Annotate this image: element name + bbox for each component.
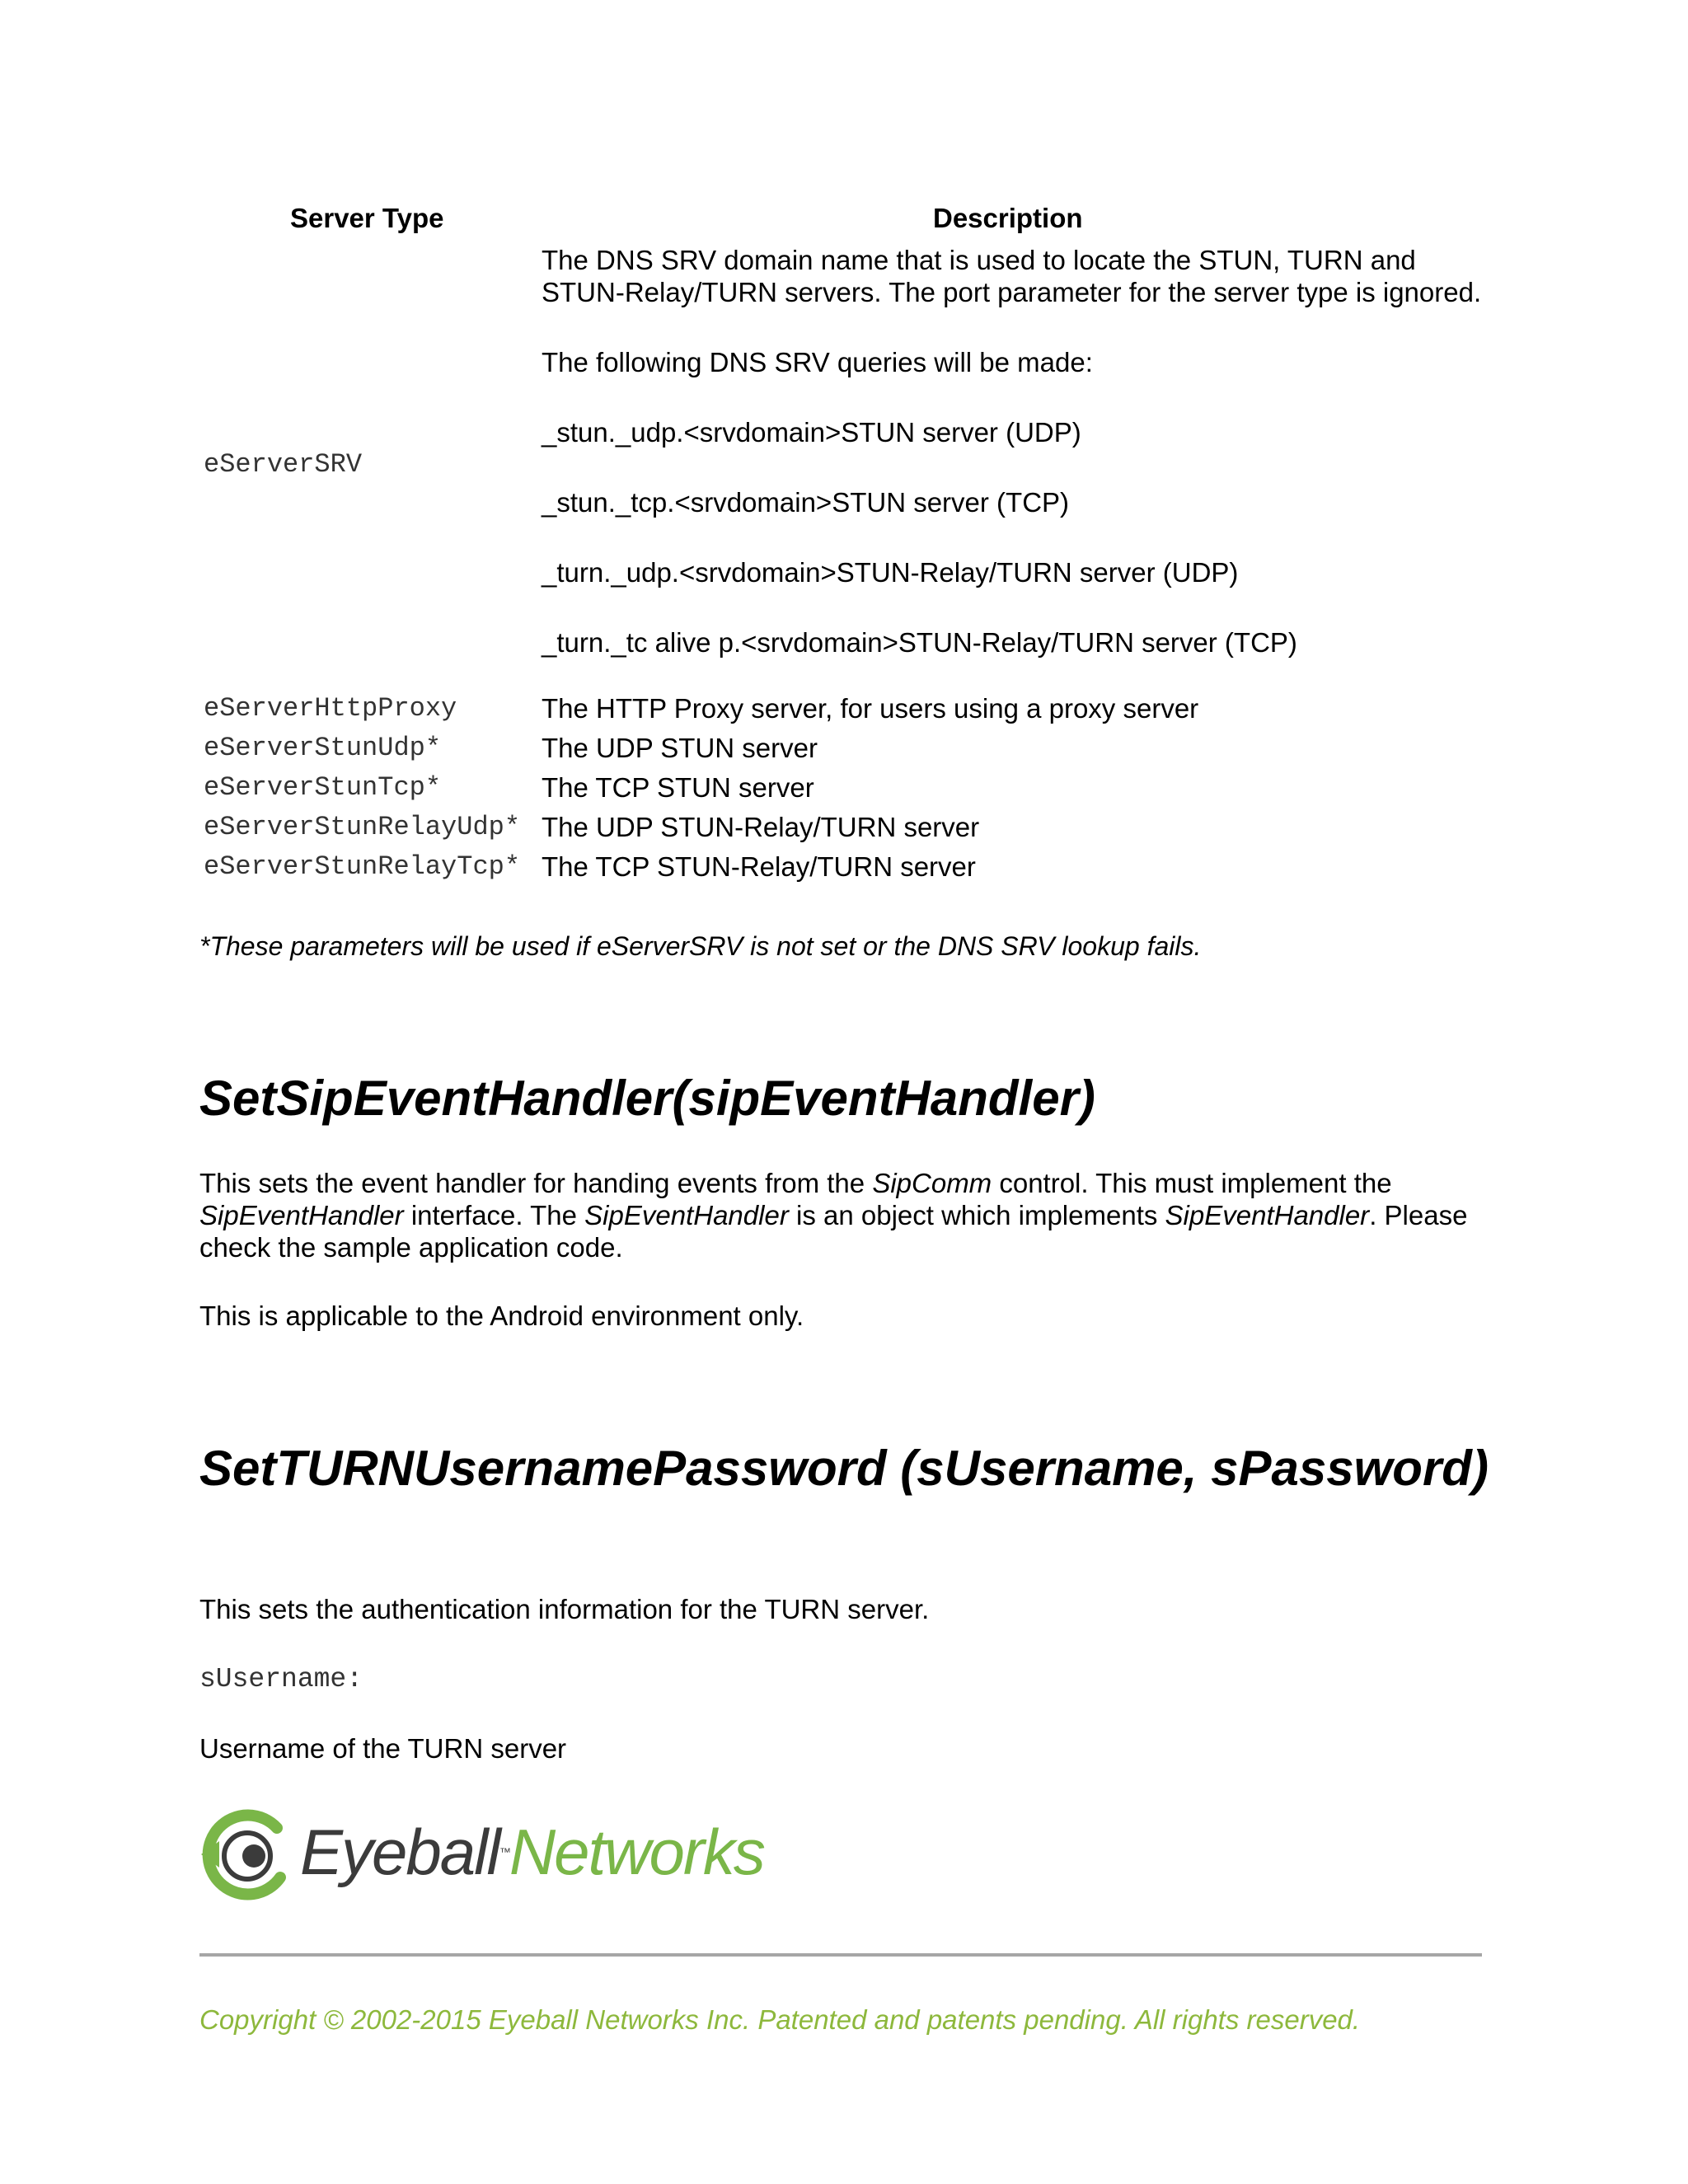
text-run: is an object which implements [788, 1200, 1165, 1230]
logo-wordmark [300, 1815, 764, 1889]
row-key: eServerStunTcp* [204, 772, 442, 803]
header-server-type: Server Type [290, 203, 444, 233]
text-run: This sets the event handler for handing events from the [199, 1168, 873, 1198]
table-header [0, 203, 1688, 239]
srv-query: _turn._tc alive p.<srvdomain>STUN-Relay/TURN server (TCP) [542, 627, 1297, 658]
srv-query: _turn._udp.<srvdomain>STUN-Relay/TURN server (UDP) [542, 557, 1239, 588]
logo-networks-text: Networks [509, 1816, 764, 1888]
srv-desc-line: The following DNS SRV queries will be made: [542, 347, 1093, 377]
copyright-notice: Copyright © 2002-2015 Eyeball Networks Inc. Patented and patents pending. All rights reserved. [199, 2004, 1361, 2035]
logo-trademark: ™ [499, 1845, 509, 1858]
srv-query: _stun._udp.<srvdomain>STUN server (UDP) [542, 417, 1081, 448]
row-key: eServerStunUdp* [204, 733, 442, 763]
row-key: eServerHttpProxy [204, 693, 457, 724]
srv-desc-line: The DNS SRV domain name that is used to locate the STUN, TURN and STUN-Relay/TURN servers. The port parameter for the server type is ignored. [542, 245, 1482, 307]
section-title-sip: SetSipEventHandler(sipEventHandler) [199, 1071, 1095, 1126]
logo-eyeball-text: Eyeball [300, 1816, 499, 1888]
table-row [0, 772, 1688, 812]
eyeball-networks-logo [195, 1805, 771, 1904]
param-susername: sUsername: [199, 1664, 363, 1694]
row-value: The TCP STUN-Relay/TURN server [542, 851, 976, 882]
srv-query: _stun._tcp.<srvdomain>STUN server (TCP) [542, 487, 1070, 518]
sip-paragraph [199, 1167, 1502, 1263]
table-row [0, 851, 1688, 891]
row-value: The HTTP Proxy server, for users using a proxy server [542, 693, 1199, 724]
text-run: . Please check the sample application code. [199, 1200, 1468, 1263]
table-row [0, 812, 1688, 851]
srv-description [542, 244, 1498, 658]
italic-run: SipComm [872, 1168, 992, 1198]
sip-android-note: This is applicable to the Android environment only. [199, 1301, 804, 1331]
row-value: The TCP STUN server [542, 772, 814, 803]
turn-paragraph: This sets the authentication information for the TURN server. [199, 1594, 930, 1624]
srv-key: eServerSRV [204, 449, 363, 480]
italic-run: SipEventHandler [584, 1200, 789, 1230]
table-row [0, 733, 1688, 772]
table-footnote: *These parameters will be used if eServerSRV is not set or the DNS SRV lookup fails. [199, 931, 1202, 961]
text-run: control. This must implement the [992, 1168, 1392, 1198]
section-title-turn: SetTURNUsernamePassword (sUsername, sPassword) [199, 1441, 1489, 1496]
row-key: eServerStunRelayUdp* [204, 812, 521, 842]
row-value: The UDP STUN-Relay/TURN server [542, 812, 980, 842]
italic-run: SipEventHandler [1165, 1200, 1370, 1230]
eyeball-logo-icon [195, 1805, 293, 1904]
text-run: interface. The [403, 1200, 585, 1230]
table-row [0, 693, 1688, 733]
footer-divider [199, 1953, 1482, 1957]
row-key: eServerStunRelayTcp* [204, 851, 521, 882]
row-value: The UDP STUN server [542, 733, 818, 763]
italic-run: SipEventHandler [199, 1200, 404, 1230]
param-susername-desc: Username of the TURN server [199, 1733, 567, 1764]
header-description: Description [933, 203, 1083, 233]
